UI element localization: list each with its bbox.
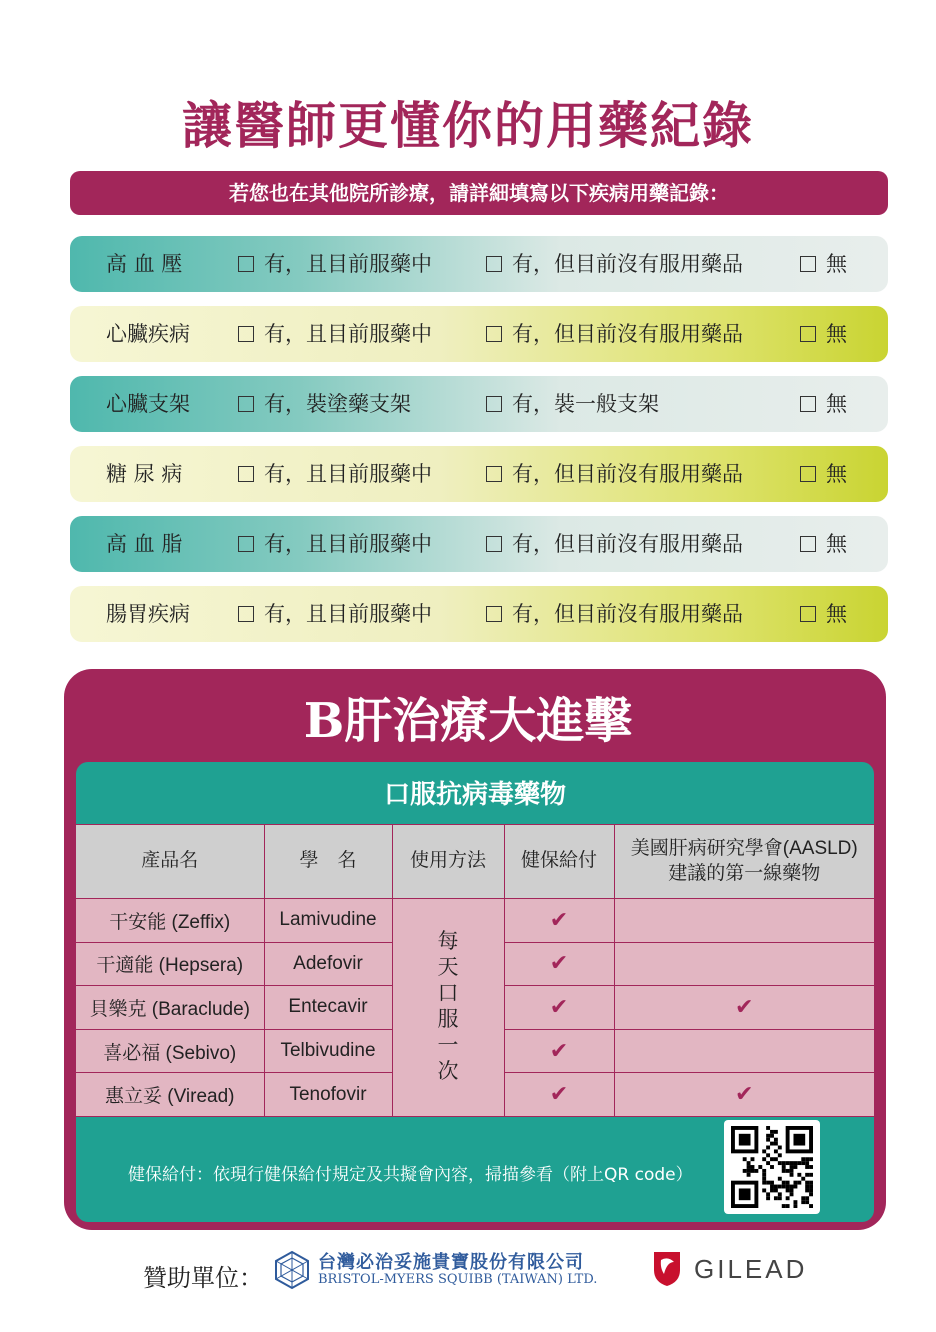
generic-name: Lamivudine: [264, 899, 392, 943]
gilead-logo-icon: [650, 1248, 688, 1288]
aasld-cell: [614, 942, 874, 986]
insurance-cell: [504, 899, 614, 943]
product-name: 惠立妥 (Viread): [76, 1073, 264, 1117]
checkbox[interactable]: [800, 466, 816, 482]
sponsor-bar: [0, 1248, 936, 1298]
checkbox[interactable]: [238, 606, 254, 622]
checkbox[interactable]: [486, 256, 502, 272]
instruction-banner: 若您也在其他院所診療，請詳細填寫以下疾病用藥記錄：: [70, 171, 888, 215]
check-icon: ✔: [735, 994, 754, 1020]
option-current-medication[interactable]: 有，且目前服藥中: [238, 516, 432, 572]
aasld-cell: [614, 986, 874, 1030]
check-icon: ✔: [549, 951, 569, 977]
generic-name: Telbivudine: [264, 1029, 392, 1073]
option-current-medication[interactable]: 有，且目前服藥中: [238, 236, 432, 292]
table-header-row: [76, 825, 874, 899]
generic-name: Entecavir: [264, 986, 392, 1030]
insurance-cell: [504, 1029, 614, 1073]
condition-label: 心臟支架: [106, 392, 190, 416]
bms-logo-icon: [272, 1250, 312, 1290]
checkbox[interactable]: [486, 606, 502, 622]
product-name: 干適能 (Hepsera): [76, 942, 264, 986]
checkbox[interactable]: [238, 536, 254, 552]
aasld-cell: [614, 1029, 874, 1073]
condition-row: [70, 446, 888, 502]
check-icon: ✔: [549, 994, 569, 1020]
header-aasld: 美國肝病研究學會(AASLD) 建議的第一線藥物: [614, 825, 874, 899]
checkbox[interactable]: [486, 326, 502, 342]
bms-name-cn: 台灣必治妥施貴寶股份有限公司: [318, 1252, 584, 1273]
aasld-cell: [614, 899, 874, 943]
checkbox[interactable]: [486, 396, 502, 412]
checkbox[interactable]: [800, 256, 816, 272]
option-none[interactable]: 無: [800, 516, 847, 572]
condition-label: 高 血 脂: [106, 532, 183, 556]
check-icon: ✔: [735, 1082, 754, 1108]
product-name: 干安能 (Zeffix): [76, 899, 264, 943]
aasld-cell: [614, 1073, 874, 1117]
header-product: 產品名: [76, 825, 264, 899]
option-none[interactable]: 無: [800, 236, 847, 292]
checkbox[interactable]: [238, 466, 254, 482]
option-no-medication[interactable]: 有，但目前沒有服用藥品: [486, 236, 743, 292]
checkbox[interactable]: [800, 606, 816, 622]
usage-text: 每天口服一次: [437, 930, 459, 1084]
header-usage: 使用方法: [392, 825, 504, 899]
insurance-cell: [504, 942, 614, 986]
option-no-medication[interactable]: 有，但目前沒有服用藥品: [486, 516, 743, 572]
check-icon: ✔: [549, 1082, 569, 1108]
option-drug-eluting-stent[interactable]: 有，裝塗藥支架: [238, 376, 411, 432]
bms-name-en: BRISTOL-MYERS SQUIBB (TAIWAN) LTD.: [318, 1272, 598, 1287]
section-title: 口服抗病毒藥物: [383, 780, 566, 810]
table-row: [76, 899, 874, 943]
option-current-medication[interactable]: 有，且目前服藥中: [238, 306, 432, 362]
condition-row: [70, 306, 888, 362]
condition-row: [70, 516, 888, 572]
antiviral-section: [76, 762, 874, 1222]
checkbox[interactable]: [800, 396, 816, 412]
checkbox[interactable]: [238, 256, 254, 272]
checkbox[interactable]: [238, 326, 254, 342]
option-current-medication[interactable]: 有，且目前服藥中: [238, 586, 432, 642]
header-insurance: 健保給付: [504, 825, 614, 899]
condition-label: 心臟疾病: [106, 322, 190, 346]
page-title: 讓醫師更懂你的用藥紀錄: [182, 97, 754, 155]
header-generic: 學 名: [264, 825, 392, 899]
checkbox[interactable]: [486, 466, 502, 482]
qr-code-icon: [730, 1126, 814, 1208]
generic-name: Tenofovir: [264, 1073, 392, 1117]
checkbox[interactable]: [800, 536, 816, 552]
option-none[interactable]: 無: [800, 376, 847, 432]
insurance-cell: [504, 986, 614, 1030]
checkbox[interactable]: [486, 536, 502, 552]
option-no-medication[interactable]: 有，但目前沒有服用藥品: [486, 586, 743, 642]
checkbox[interactable]: [800, 326, 816, 342]
product-name: 貝樂克 (Baraclude): [76, 986, 264, 1030]
qr-code[interactable]: [724, 1120, 820, 1214]
check-icon: ✔: [549, 1038, 569, 1064]
option-no-medication[interactable]: 有，但目前沒有服用藥品: [486, 446, 743, 502]
checkbox[interactable]: [238, 396, 254, 412]
option-no-medication[interactable]: 有，但目前沒有服用藥品: [486, 306, 743, 362]
condition-label: 腸胃疾病: [106, 602, 190, 626]
option-current-medication[interactable]: 有，且目前服藥中: [238, 446, 432, 502]
check-icon: ✔: [549, 907, 569, 933]
sponsor-label: 贊助單位：: [143, 1264, 263, 1292]
option-none[interactable]: 無: [800, 306, 847, 362]
generic-name: Adefovir: [264, 942, 392, 986]
option-none[interactable]: 無: [800, 586, 847, 642]
product-name: 喜必福 (Sebivo): [76, 1029, 264, 1073]
gilead-name: GILEAD: [694, 1254, 808, 1284]
option-none[interactable]: 無: [800, 446, 847, 502]
condition-label: 糖 尿 病: [106, 462, 183, 486]
drug-table: [76, 824, 874, 1117]
panel-title: B肝治療大進擊: [303, 693, 633, 749]
condition-list: [70, 236, 888, 656]
condition-row: [70, 586, 888, 642]
condition-label: 高 血 壓: [106, 252, 183, 276]
usage-cell: [392, 899, 504, 1117]
option-bare-stent[interactable]: 有，裝一般支架: [486, 376, 659, 432]
condition-row: [70, 236, 888, 292]
condition-row: [70, 376, 888, 432]
insurance-cell: [504, 1073, 614, 1117]
insurance-note: 健保給付：依現行健保給付規定及共擬會內容，掃描參看（附上QR code）: [128, 1165, 693, 1185]
